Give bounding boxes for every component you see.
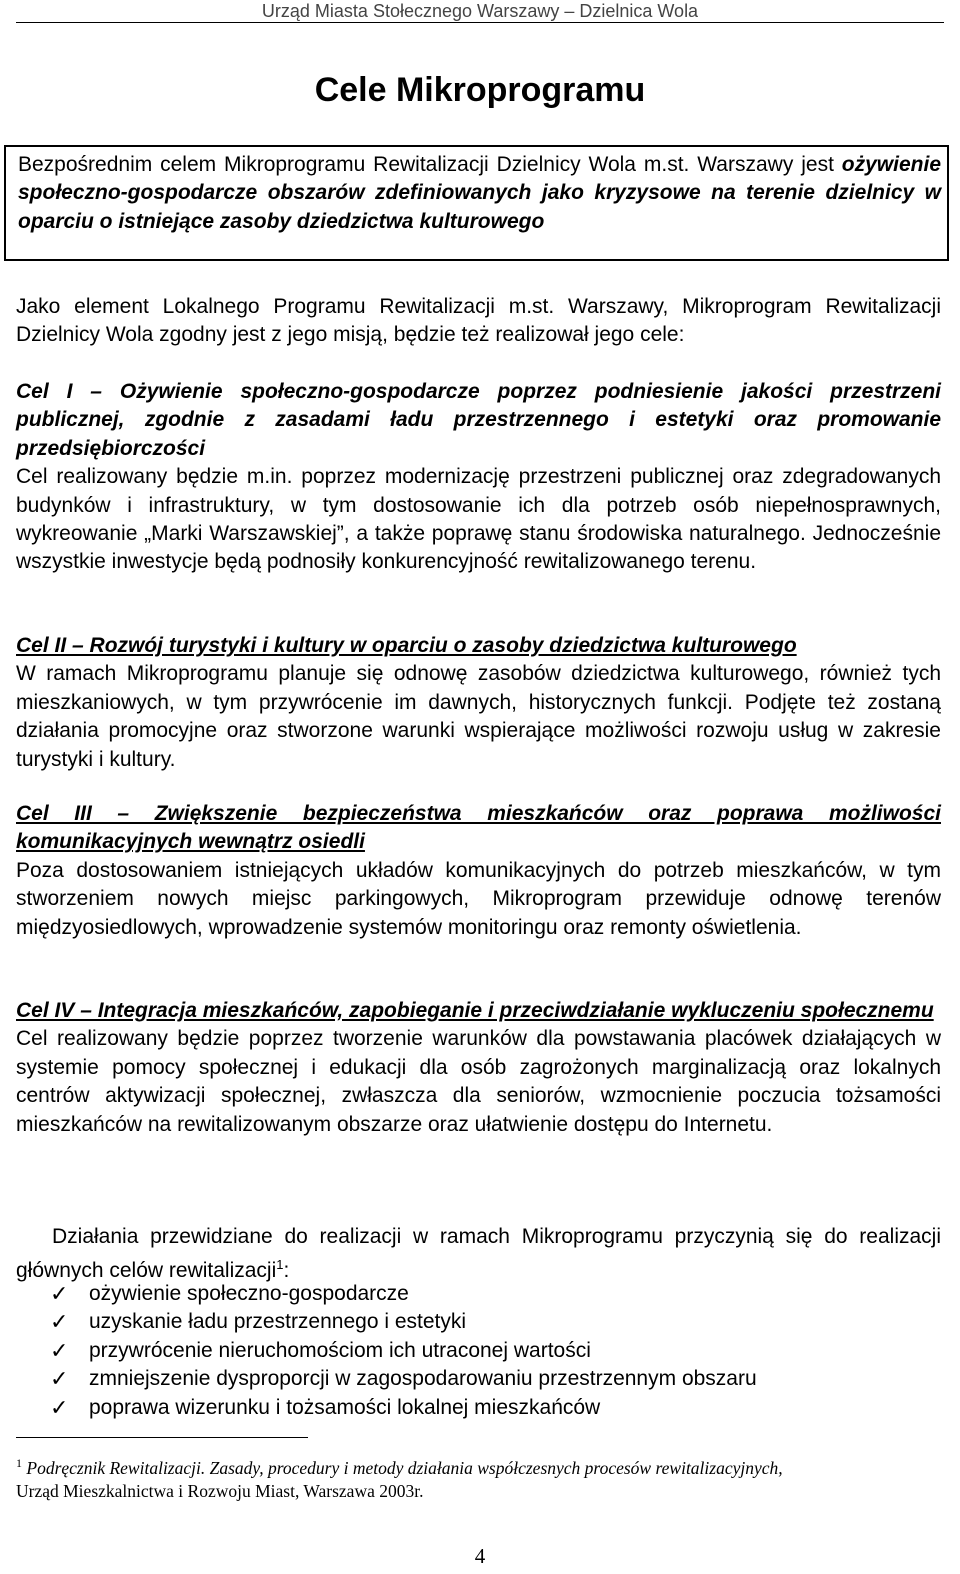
goal-1-body: Cel realizowany będzie m.in. poprzez modernizację przestrzeni publicznej oraz zdegradowanych budynków i infrastruktury, w tym dostosowanie ich dla potrzeb osób niepełnosprawnych, wykreowanie „Marki Warszawskiej”, a także poprawę stanu środowiska naturalnego. Jednocześnie wszystkie inwestycje będą podnosiły konkurencyjność rewitalizowanego terenu.: [16, 465, 941, 574]
checkmark-icon: ✓: [50, 1394, 69, 1420]
goal-1-title: Cel I – Ożywienie społeczno-gospodarcze poprzez podniesienie jakości przestrzeni publicznej, zgodnie z zasadami ładu przestrzennego i estetyki oraz promowanie przedsiębiorczości: [16, 380, 941, 460]
goals-checklist: [16, 1280, 941, 1422]
goal-3-title: Cel III – Zwiększenie bezpieczeństwa mieszkańców oraz poprawa możliwości komunikacyjnych wewnątrz osiedli: [16, 802, 941, 854]
checklist-item-label: przywrócenie nieruchomościom ich utraconej wartości: [89, 1338, 591, 1362]
goal-4-title: Cel IV – Integracja mieszkańców, zapobieganie i przeciwdziałanie wykluczeniu społecznemu: [16, 999, 934, 1022]
page-number: 4: [474, 1544, 486, 1568]
checklist-item: [16, 1337, 941, 1365]
footnote-publisher: Urząd Mieszkalnictwa i Rozwoju Miast, Warszawa 2003r.: [16, 1480, 424, 1501]
summary-box: [4, 145, 949, 261]
checkmark-icon: ✓: [50, 1281, 69, 1306]
footnote-title: Podręcznik Rewitalizacji. Zasady, procedury i metody działania współczesnych procesów rewitalizacyjnych,: [26, 1457, 783, 1478]
checklist-item-label: ożywienie społeczno-gospodarcze: [89, 1282, 409, 1305]
goal-2-title: Cel II – Rozwój turystyki i kultury w oparciu o zasoby dziedzictwa kulturowego: [16, 634, 797, 657]
page-title: Cele Mikroprogramu: [314, 71, 646, 109]
goal-2: [16, 632, 941, 774]
checklist-item-label: zmniejszenie dysproporcji w zagospodarowaniu przestrzennym obszaru: [89, 1367, 757, 1391]
checklist-item: [16, 1365, 941, 1393]
checkmark-icon: ✓: [50, 1337, 69, 1363]
checkmark-icon: ✓: [50, 1309, 69, 1335]
footnote-mark: 1: [16, 1456, 22, 1470]
actions-intro-text: Działania przewidziane do realizacji w ramach Mikroprogramu przyczynią się do realizacji głównych celów rewitalizacji: [16, 1225, 941, 1283]
actions-intro-colon: :: [283, 1259, 290, 1283]
goal-3: [16, 800, 941, 942]
checkmark-icon: ✓: [50, 1366, 69, 1392]
goal-3-body: Poza dostosowaniem istniejących układów komunikacyjnych do potrzeb mieszkańców, w tym stworzeniem nowych miejsc parkingowych, Mikroprogram przewiduje odnowę terenów międzyosiedlowych, wprowadzenie systemów monitoringu oraz remonty oświetlenia.: [16, 858, 941, 939]
checklist-item: [16, 1280, 941, 1308]
goal-2-body: W ramach Mikroprogramu planuje się odnowę zasobów dziedzictwa kulturowego, również tych mieszkaniowych, w tym przywrócenie im dawnych, historycznych funkcji. Podjęte też zostaną działania promocyjne oraz stworzone warunki wspierające możliwości rozwoju usług w zakresie turystyki i kultury.: [16, 662, 941, 771]
checklist-item-label: uzyskanie ładu przestrzennego i estetyki: [89, 1310, 467, 1334]
summary-text: [18, 151, 941, 236]
footnote-divider: [16, 1437, 308, 1438]
actions-intro: [16, 1223, 941, 1286]
checklist-item: [16, 1308, 941, 1336]
goal-4: [16, 997, 941, 1139]
checklist-item-label: poprawa wizerunku i tożsamości lokalnej mieszkańców: [89, 1395, 601, 1419]
footnote-reference: 1: [276, 1257, 284, 1273]
footnote: [16, 1452, 941, 1503]
goal-4-body: Cel realizowany będzie poprzez tworzenie warunków dla powstawania placówek działających w systemie pomocy społecznej i edukacji dla osób zagrożonych marginalizacją oraz lokalnych centrów aktywizacji społecznej, zwłaszcza dla seniorów, wzmocnienie poczucia tożsamości mieszkańców na rewitalizowanym obszarze oraz ułatwienie dostępu do Internetu.: [16, 1027, 941, 1136]
summary-plain: Bezpośrednim celem Mikroprogramu Rewitalizacji Dzielnicy Wola m.st. Warszawy jest: [18, 153, 842, 176]
summary-emphasis: ożywienie społeczno-gospodarcze obszarów zdefiniowanych jako kryzysowe na terenie dzielnicy w oparciu o istniejące zasoby dziedzictwa kulturowego: [18, 153, 941, 233]
page-header: Urząd Miasta Stołecznego Warszawy – Dzielnica Wola: [16, 0, 944, 23]
goal-1: [16, 378, 941, 577]
intro-paragraph: Jako element Lokalnego Programu Rewitalizacji m.st. Warszawy, Mikroprogram Rewitalizacji Dzielnicy Wola zgodny jest z jego misją, będzie też realizował jego cele:: [16, 295, 941, 347]
checklist-item: [16, 1394, 941, 1422]
